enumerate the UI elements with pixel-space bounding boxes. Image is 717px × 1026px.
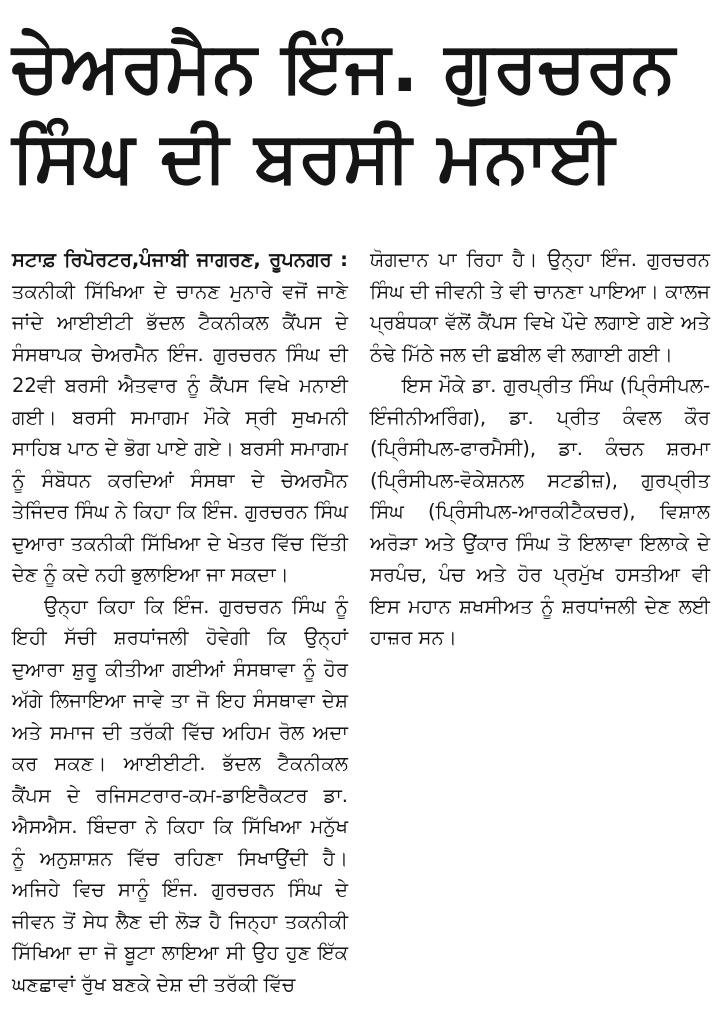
column-left — [12, 244, 348, 1000]
paragraph-2-continued: ਯੋਗਦਾਨ ਪਾ ਰਿਹਾ ਹੈ। ਉਨ੍ਹਾ ਇੰਜ. ਗੁਰਚਰਨ ਸਿੰਘ ਦੀ ਜੀਵਨੀ ਤੇ ਵੀ ਚਾਨਣਾ ਪਾਇਆ। ਕਾਲਜ ਪ੍ਰਬੰਧਕਾ ਵੱਲੋਂ ਕੈਂਪਸ ਵਿਖੇ ਪੌਦੇ ਲਗਾਏ ਗਏ ਅਤੇ ਠੰਢੇ ਮਿੱਠੇ ਜਲ ਦੀ ਛਬੀਲ ਵੀ ਲਗਾਈ ਗਈ। — [370, 248, 710, 366]
headline-line-1: ਚੇਅਰਮੈਨ ਇੰਜ. ਗੁਰਚਰਨ — [12, 26, 676, 108]
paragraph-1-text: ਤਕਨੀਕੀ ਸਿੱਖਿਆ ਦੇ ਚਾਨਣ ਮੁਨਾਰੇ ਵਜੋਂ ਜਾਣੇ ਜਾਂਦੇ ਆਈਈਟੀ ਭੱਦਲ ਟੈਕਨੀਕਲ ਕੈਂਪਸ ਦੇ ਸੰਸਥਾਪਕ ਚੇਅਰਮੈਨ ਇੰਜ. ਗੁਰਚਰਨ ਸਿੰਘ ਦੀ 22ਵੀ ਬਰਸੀ ਐਤਵਾਰ ਨੂੰ ਕੈਂਪਸ ਵਿਖੇ ਮਨਾਈ ਗਈ। ਬਰਸੀ ਸਮਾਗਮ ਮੌਕੇ ਸ੍ਰੀ ਸੁਖਮਨੀ ਸਾਹਿਬ ਪਾਠ ਦੇ ਭੋਗ ਪਾਏ ਗਏ। ਬਰਸੀ ਸਮਾਗਮ ਨੂੰ ਸੰਬੋਧਨ ਕਰਦਿਆਂ ਸੰਸਥਾ ਦੇ ਚੇਅਰਮੈਨ ਤੇਜਿੰਦਰ ਸਿੰਘ ਨੇ ਕਿਹਾ ਕਿ ਇੰਜ. ਗੁਰਚਰਨ ਸਿੰਘ ਦੁਆਰਾ ਤਕਨੀਕੀ ਸਿੱਖਿਆ ਦੇ ਖੇਤਰ ਵਿੱਚ ਦਿੱਤੀ ਦੇਣ ਨੂੰ ਕਦੇ ਨਹੀ ਭੁਲਾਇਆ ਜਾ ਸਕਦਾ। — [12, 279, 348, 586]
paragraph-2-text: ਉਨ੍ਹਾ ਕਿਹਾ ਕਿ ਇੰਜ. ਗੁਰਚਰਨ ਸਿੰਘ ਨੂੰ ਇਹੀ ਸੱਚੀ ਸ਼ਰਧਾਂਜਲੀ ਹੋਵੇਗੀ ਕਿ ਉਨ੍ਹਾਂ ਦੁਆਰਾ ਸ਼ੁਰੂ ਕੀਤੀਆ ਗਈਆਂ ਸੰਸਥਾਵਾ ਨੂੰ ਹੋਰ ਅੱਗੇ ਲਿਜਾਇਆ ਜਾਵੇ ਤਾ ਜੋ ਇਹ ਸੰਸਥਾਵਾ ਦੇਸ਼ ਅਤੇ ਸਮਾਜ ਦੀ ਤਰੱਕੀ ਵਿੱਚ ਅਹਿਮ ਰੋਲ ਅਦਾ ਕਰ ਸਕਣ। ਆਈਈਟੀ. ਭੱਦਲ ਟੈਕਨੀਕਲ ਕੈਂਪਸ ਦੇ ਰਜਿਸਟਰਾਰ-ਕਮ-ਡਾਇਰੈਕਟਰ ਡਾ. ਐਸਐਸ. ਬਿੰਦਰਾ ਨੇ ਕਿਹਾ ਕਿ ਸਿੱਖਿਆ ਮਨੁੱਖ ਨੂੰ ਅਨੁਸ਼ਾਸ਼ਨ ਵਿੱਚ ਰਹਿਣਾ ਸਿਖਾਉਂਦੀ ਹੈ। ਅਜਿਹੇ ਵਿਚ ਸਾਨੂੰ ਇੰਜ. ਗੁਰਚਰਨ ਸਿੰਘ ਦੇ ਜੀਵਨ ਤੋਂ ਸੇਧ ਲੈਣ ਦੀ ਲੋੜ ਹੈ ਜਿਨ੍ਹਾ ਤਕਨੀਕੀ ਸਿੱਖਿਆ ਦਾ ਜੋ ਬੂਟਾ ਲਾਇਆ ਸੀ ਉਹ ਹੁਣ ਇੱਕ ਘਣਛਾਵਾਂ ਰੁੱਖ ਬਣਕੇ ਦੇਸ਼ ਦੀ ਤਰੱਕੀ ਵਿੱਚ — [12, 594, 348, 996]
paragraph-2-start — [12, 591, 348, 1001]
headline-line-2: ਸਿੰਘ ਦੀ ਬਰਸੀ ਮਨਾਈ — [12, 116, 616, 198]
byline: ਸਟਾਫ਼ ਰਿਪੋਰਟਰ,ਪੰਜਾਬੀ ਜਾਗਰਣ, ਰੂਪਨਗਰ : — [12, 248, 348, 271]
paragraph-3-text: ਇਸ ਮੌਕੇ ਡਾ. ਗੁਰਪ੍ਰੀਤ ਸਿੰਘ (ਪ੍ਰਿੰਸੀਪਲ-ਇੰਜੀਨੀਅਰਿੰਗ), ਡਾ. ਪ੍ਰੀਤ ਕੰਵਲ ਕੌਰ (ਪ੍ਰਿੰਸੀਪਲ-ਫਾਰਮੈਸੀ), ਡਾ. ਕੰਚਨ ਸ਼ਰਮਾ (ਪ੍ਰਿੰਸੀਪਲ-ਵੋਕੇਸ਼ਨਲ ਸਟਡੀਜ਼), ਗੁਰਪ੍ਰੀਤ ਸਿੰਘ (ਪ੍ਰਿੰਸੀਪਲ-ਆਰਕੀਟੈਕਚਰ), ਵਿਸ਼ਾਲ ਅਰੋੜਾ ਅਤੇ ਉਂਕਾਰ ਸਿੰਘ ਤੋ ਇਲਾਵਾ ਇਲਾਕੇ ਦੇ ਸਰਪੰਚ, ਪੰਚ ਅਤੇ ਹੋਰ ਪ੍ਰਮੁੱਖ ਹਸਤੀਆ ਵੀ ਇਸ ਮਹਾਨ ਸ਼ਖਸੀਅਤ ਨੂੰ ਸ਼ਰਧਾਂਜਲੀ ਦੇਣ ਲਈ ਹਾਜ਼ਰ ਸਨ। — [370, 374, 710, 649]
column-right — [370, 244, 710, 654]
headline — [12, 22, 712, 202]
paragraph-3 — [370, 370, 710, 654]
paragraph-1 — [12, 244, 348, 591]
